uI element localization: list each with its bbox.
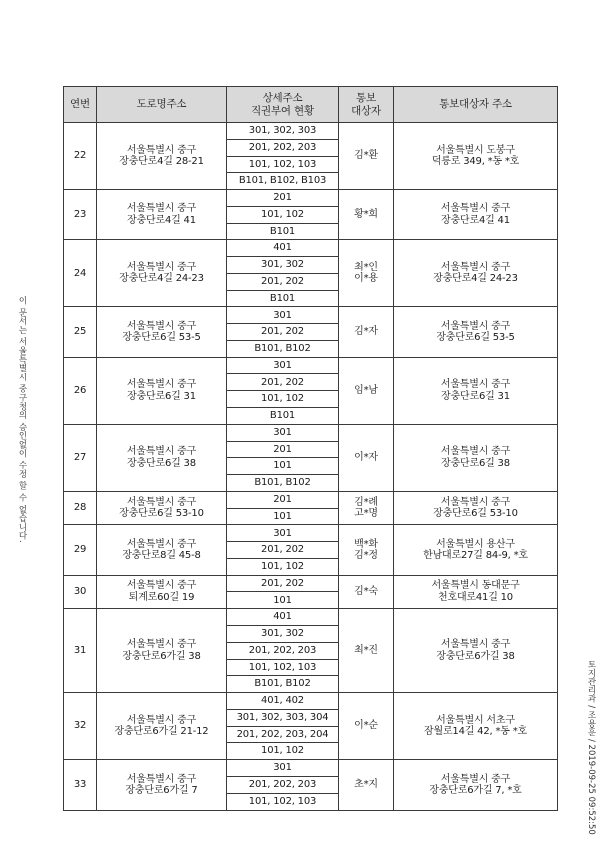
detail-address: 201, 202 — [227, 542, 339, 559]
target-address: 서울특별시 용산구 한남대로27길 84-9, *호 — [394, 525, 558, 575]
table-row — [64, 190, 558, 207]
road-address: 서울특별시 중구 장충단로6가길 21-12 — [97, 693, 227, 760]
header-road-address: 도로명주소 — [97, 87, 227, 123]
detail-address: 101, 102 — [227, 743, 339, 760]
detail-address: 401 — [227, 240, 339, 257]
record-number: 33 — [64, 760, 97, 811]
table-row — [64, 240, 558, 257]
table-row — [64, 525, 558, 542]
detail-address: B101, B102 — [227, 340, 339, 357]
detail-address: 201, 202 — [227, 374, 339, 391]
road-address: 서울특별시 중구 장충단로8길 45-8 — [97, 525, 227, 575]
record-number: 30 — [64, 575, 97, 609]
road-address: 서울특별시 중구 장충단로4길 28-21 — [97, 123, 227, 190]
record-number: 28 — [64, 491, 97, 525]
detail-address: 301 — [227, 424, 339, 441]
target-name: 김*숙 — [339, 575, 394, 609]
road-address: 서울특별시 중구 장충단로4길 41 — [97, 190, 227, 240]
table-row — [64, 424, 558, 441]
road-address: 서울특별시 중구 장충단로6가길 38 — [97, 609, 227, 693]
road-address: 서울특별시 중구 장충단로6길 38 — [97, 424, 227, 491]
table-row — [64, 760, 558, 777]
detail-address: 101 — [227, 592, 339, 609]
detail-address: B101, B102 — [227, 475, 339, 492]
road-address: 서울특별시 중구 퇴계로60길 19 — [97, 575, 227, 609]
detail-address: 101, 102, 103 — [227, 659, 339, 676]
target-address: 서울특별시 중구 장충단로6가길 38 — [394, 609, 558, 693]
detail-address: 201, 202, 203 — [227, 776, 339, 793]
table-row — [64, 307, 558, 324]
detail-address: 201, 202 — [227, 575, 339, 592]
table-row — [64, 693, 558, 710]
footer-stamp: 토지관리과 / 조용훈 / 2019-09-25 09:52:50 — [586, 660, 596, 835]
record-number: 26 — [64, 357, 97, 424]
detail-address: 401, 402 — [227, 693, 339, 710]
record-number: 31 — [64, 609, 97, 693]
table-row — [64, 123, 558, 140]
detail-address: B101 — [227, 223, 339, 240]
detail-address: B101, B102 — [227, 676, 339, 693]
record-number: 32 — [64, 693, 97, 760]
target-name: 김*자 — [339, 307, 394, 357]
target-name: 황*희 — [339, 190, 394, 240]
detail-address: 301 — [227, 760, 339, 777]
detail-address: 301 — [227, 525, 339, 542]
target-name: 김*례 고*명 — [339, 491, 394, 525]
header-no: 연번 — [64, 87, 97, 123]
road-address: 서울특별시 중구 장충단로6길 31 — [97, 357, 227, 424]
road-address: 서울특별시 중구 장충단로6길 53-10 — [97, 491, 227, 525]
record-number: 27 — [64, 424, 97, 491]
target-address: 서울특별시 중구 장충단로6길 53-10 — [394, 491, 558, 525]
detail-address: 101, 102 — [227, 558, 339, 575]
target-name: 초*지 — [339, 760, 394, 811]
detail-address: 301 — [227, 307, 339, 324]
detail-address: 101, 102 — [227, 391, 339, 408]
target-address: 서울특별시 도봉구 덕릉로 349, *동 *호 — [394, 123, 558, 190]
detail-address: 301, 302 — [227, 257, 339, 274]
target-address: 서울특별시 중구 장충단로4길 41 — [394, 190, 558, 240]
detail-address: 401 — [227, 609, 339, 626]
detail-address: 101, 102 — [227, 206, 339, 223]
table-row — [64, 491, 558, 508]
target-name: 이*순 — [339, 693, 394, 760]
target-name: 임*남 — [339, 357, 394, 424]
detail-address: 301 — [227, 357, 339, 374]
road-address: 서울특별시 중구 장충단로6길 53-5 — [97, 307, 227, 357]
side-notice: 이 문서는 서울특별시 중구청의 승인없이 수정 할 수 없습니다. — [17, 296, 27, 544]
detail-address: 201, 202 — [227, 273, 339, 290]
header-detail-address: 상세주소 직권부여 현황 — [227, 87, 339, 123]
detail-address: 301, 302 — [227, 625, 339, 642]
detail-address: 201, 202, 203 — [227, 139, 339, 156]
table-row — [64, 609, 558, 626]
road-address: 서울특별시 중구 장충단로4길 24-23 — [97, 240, 227, 307]
detail-address: 101 — [227, 458, 339, 475]
target-name: 백*화 김*정 — [339, 525, 394, 575]
detail-address: 201 — [227, 491, 339, 508]
detail-address: 101, 102, 103 — [227, 156, 339, 173]
header-target: 통보 대상자 — [339, 87, 394, 123]
table-row — [64, 575, 558, 592]
target-address: 서울특별시 중구 장충단로6길 31 — [394, 357, 558, 424]
target-address: 서울특별시 중구 장충단로6길 53-5 — [394, 307, 558, 357]
detail-address: B101 — [227, 290, 339, 307]
road-address: 서울특별시 중구 장충단로6가길 7 — [97, 760, 227, 811]
target-address: 서울특별시 중구 장충단로6길 38 — [394, 424, 558, 491]
table-row — [64, 357, 558, 374]
detail-address: 201 — [227, 441, 339, 458]
record-number: 29 — [64, 525, 97, 575]
detail-address: B101 — [227, 408, 339, 425]
detail-address: 101 — [227, 508, 339, 525]
target-name: 최*진 — [339, 609, 394, 693]
detail-address: 101, 102, 103 — [227, 793, 339, 810]
target-address: 서울특별시 중구 장충단로4길 24-23 — [394, 240, 558, 307]
detail-address: B101, B102, B103 — [227, 173, 339, 190]
target-address: 서울특별시 동대문구 천호대로41길 10 — [394, 575, 558, 609]
record-number: 22 — [64, 123, 97, 190]
notification-table — [63, 86, 558, 811]
record-number: 23 — [64, 190, 97, 240]
header-target-address: 통보대상자 주소 — [394, 87, 558, 123]
detail-address: 201, 202 — [227, 324, 339, 341]
detail-address: 201 — [227, 190, 339, 207]
target-name: 최*인 이*용 — [339, 240, 394, 307]
target-address: 서울특별시 중구 장충단로6가길 7, *호 — [394, 760, 558, 811]
target-address: 서울특별시 서초구 잠월로14길 42, *동 *호 — [394, 693, 558, 760]
target-name: 이*자 — [339, 424, 394, 491]
detail-address: 301, 302, 303, 304 — [227, 709, 339, 726]
detail-address: 301, 302, 303 — [227, 123, 339, 140]
detail-address: 201, 202, 203 — [227, 642, 339, 659]
record-number: 25 — [64, 307, 97, 357]
record-number: 24 — [64, 240, 97, 307]
detail-address: 201, 202, 203, 204 — [227, 726, 339, 743]
table-header-row — [64, 87, 558, 123]
target-name: 김*환 — [339, 123, 394, 190]
